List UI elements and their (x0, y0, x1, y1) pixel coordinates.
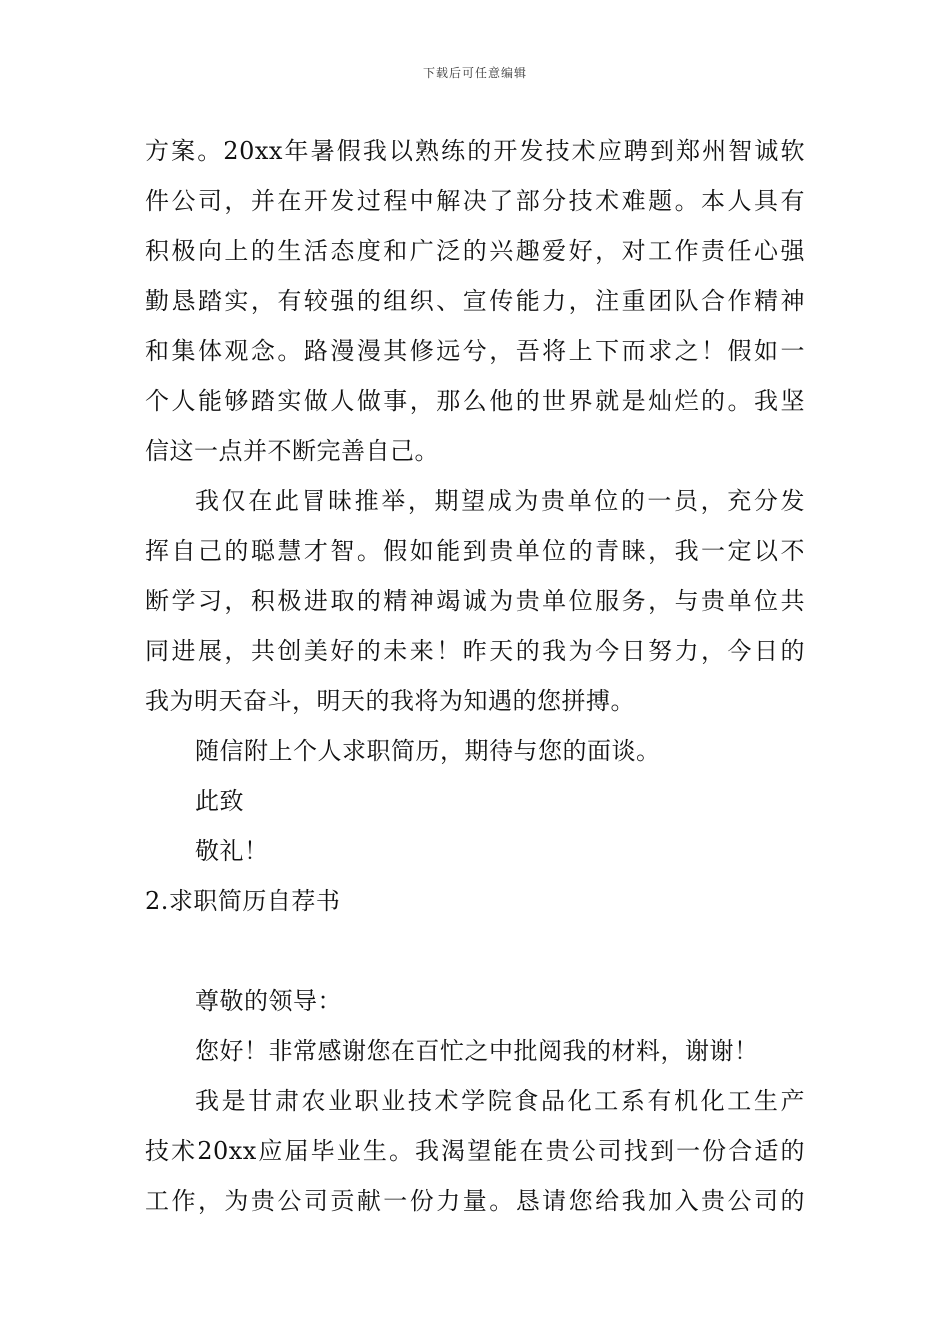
text-line: 件公司，并在开发过程中解决了部分技术难题。本人具有 (145, 187, 805, 215)
text-line: 方案。20xx年暑假我以熟练的开发技术应聘到郑州智诚软 (145, 137, 805, 165)
text-line: 随信附上个人求职简历，期待与您的面谈。 (195, 737, 661, 765)
document-body (145, 126, 805, 1226)
text-line: 积极向上的生活态度和广泛的兴趣爱好，对工作责任心强 (145, 237, 805, 265)
text-line: 工作，为贵公司贡献一份力量。恳请您给我加入贵公司的 (145, 1187, 805, 1215)
paragraph-attachment (145, 726, 805, 776)
text-line: 勤恳踏实，有较强的组织、宣传能力，注重团队合作精神 (145, 287, 805, 315)
section-heading: 2.求职简历自荐书 (145, 887, 341, 915)
paragraph-continuation (145, 126, 805, 476)
closing-salutation: 此致 (195, 787, 244, 815)
text-line: 我为明天奋斗，明天的我将为知遇的您拼搏。 (145, 687, 635, 715)
letter-greeting: 尊敬的领导： (195, 987, 342, 1015)
paragraph-recommendation (145, 476, 805, 726)
text-line: 挥自己的聪慧才智。假如能到贵单位的青睐，我一定以不 (145, 537, 805, 565)
text-line: 信这一点并不断完善自己。 (145, 437, 439, 465)
text-line: 同进展，共创美好的未来！昨天的我为今日努力，今日的 (145, 637, 805, 665)
text-line: 我仅在此冒昧推举，期望成为贵单位的一员，充分发 (195, 487, 805, 515)
text-line: 和集体观念。路漫漫其修远兮，吾将上下而求之！假如一 (145, 337, 805, 365)
text-line: 我是甘肃农业职业技术学院食品化工系有机化工生产 (195, 1087, 805, 1115)
page-header: 下载后可任意编辑 (422, 66, 527, 80)
blank-line (145, 926, 805, 976)
closing-regards: 敬礼！ (195, 837, 269, 865)
text-line: 断学习，积极进取的精神竭诚为贵单位服务，与贵单位共 (145, 587, 805, 615)
text-line: 技术20xx应届毕业生。我渴望能在贵公司找到一份合适的 (145, 1137, 805, 1165)
letter-opening: 您好！非常感谢您在百忙之中批阅我的材料，谢谢！ (195, 1037, 759, 1065)
paragraph-introduction (145, 1076, 805, 1226)
text-line: 个人能够踏实做人做事，那么他的世界就是灿烂的。我坚 (145, 387, 805, 415)
